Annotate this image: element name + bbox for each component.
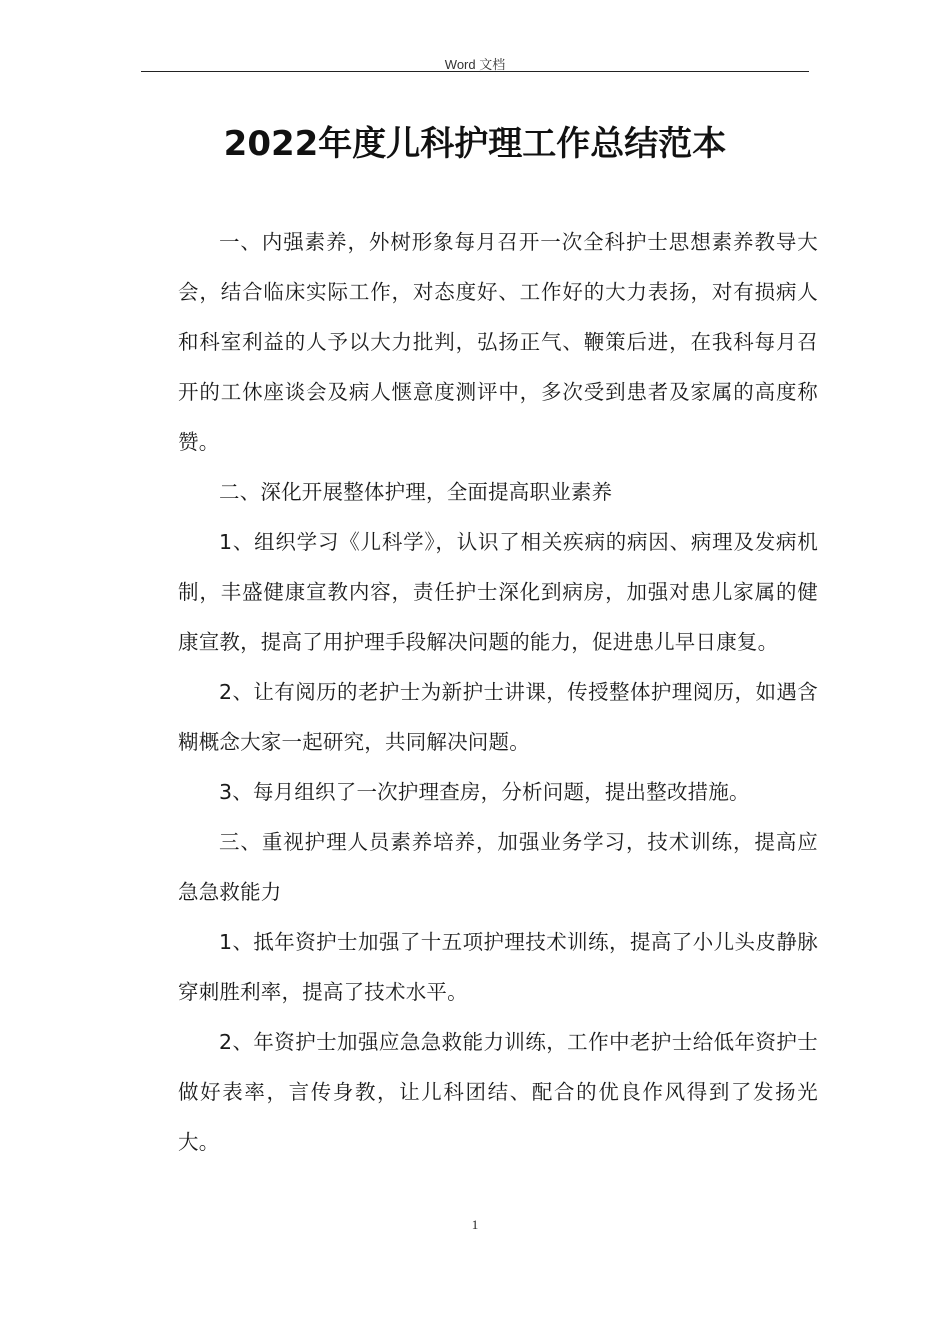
page-number: 1 [471,1217,479,1232]
paragraph: 3、每月组织了一次护理查房，分析问题，提出整改措施。 [219,780,750,804]
paragraph: 2、年资护士加强应急急救能力训练，工作中老护士给低年资护士做好表率，言传身教，让儿科团结、配合的优良作风得到了发扬光大。 [178,1030,818,1154]
section-heading: 二、深化开展整体护理，全面提高职业素养 [219,480,613,504]
paragraph: 1、抵年资护士加强了十五项护理技术训练，提高了小儿头皮静脉穿刺胜利率，提高了技术水平。 [178,930,818,1004]
paragraph: 1、组织学习《儿科学》，认识了相关疾病的病因、病理及发病机制，丰盛健康宣教内容，责任护士深化到病房，加强对患儿家属的健康宣教，提高了用护理手段解决问题的能力，促进患儿早日康复。 [178,530,818,654]
paragraph: 一、内强素养，外树形象每月召开一次全科护士思想素养教导大会，结合临床实际工作，对态度好、工作好的大力表扬，对有损病人和科室利益的人予以大力批判，弘扬正气、鞭策后进，在我科每月召开的工休座谈会及病人惬意度测评中，多次受到患者及家属的高度称赞。 [178,230,818,454]
header-divider [141,71,809,72]
section-heading: 三、重视护理人员素养培养，加强业务学习，技术训练，提高应急急救能力 [178,830,818,904]
document-body [178,217,818,1167]
page-header: Word 文档 [444,57,506,72]
paragraph: 2、让有阅历的老护士为新护士讲课，传授整体护理阅历，如遇含糊概念大家一起研究，共同解决问题。 [178,680,818,754]
document-title: 2022年度儿科护理工作总结范本 [223,124,727,164]
